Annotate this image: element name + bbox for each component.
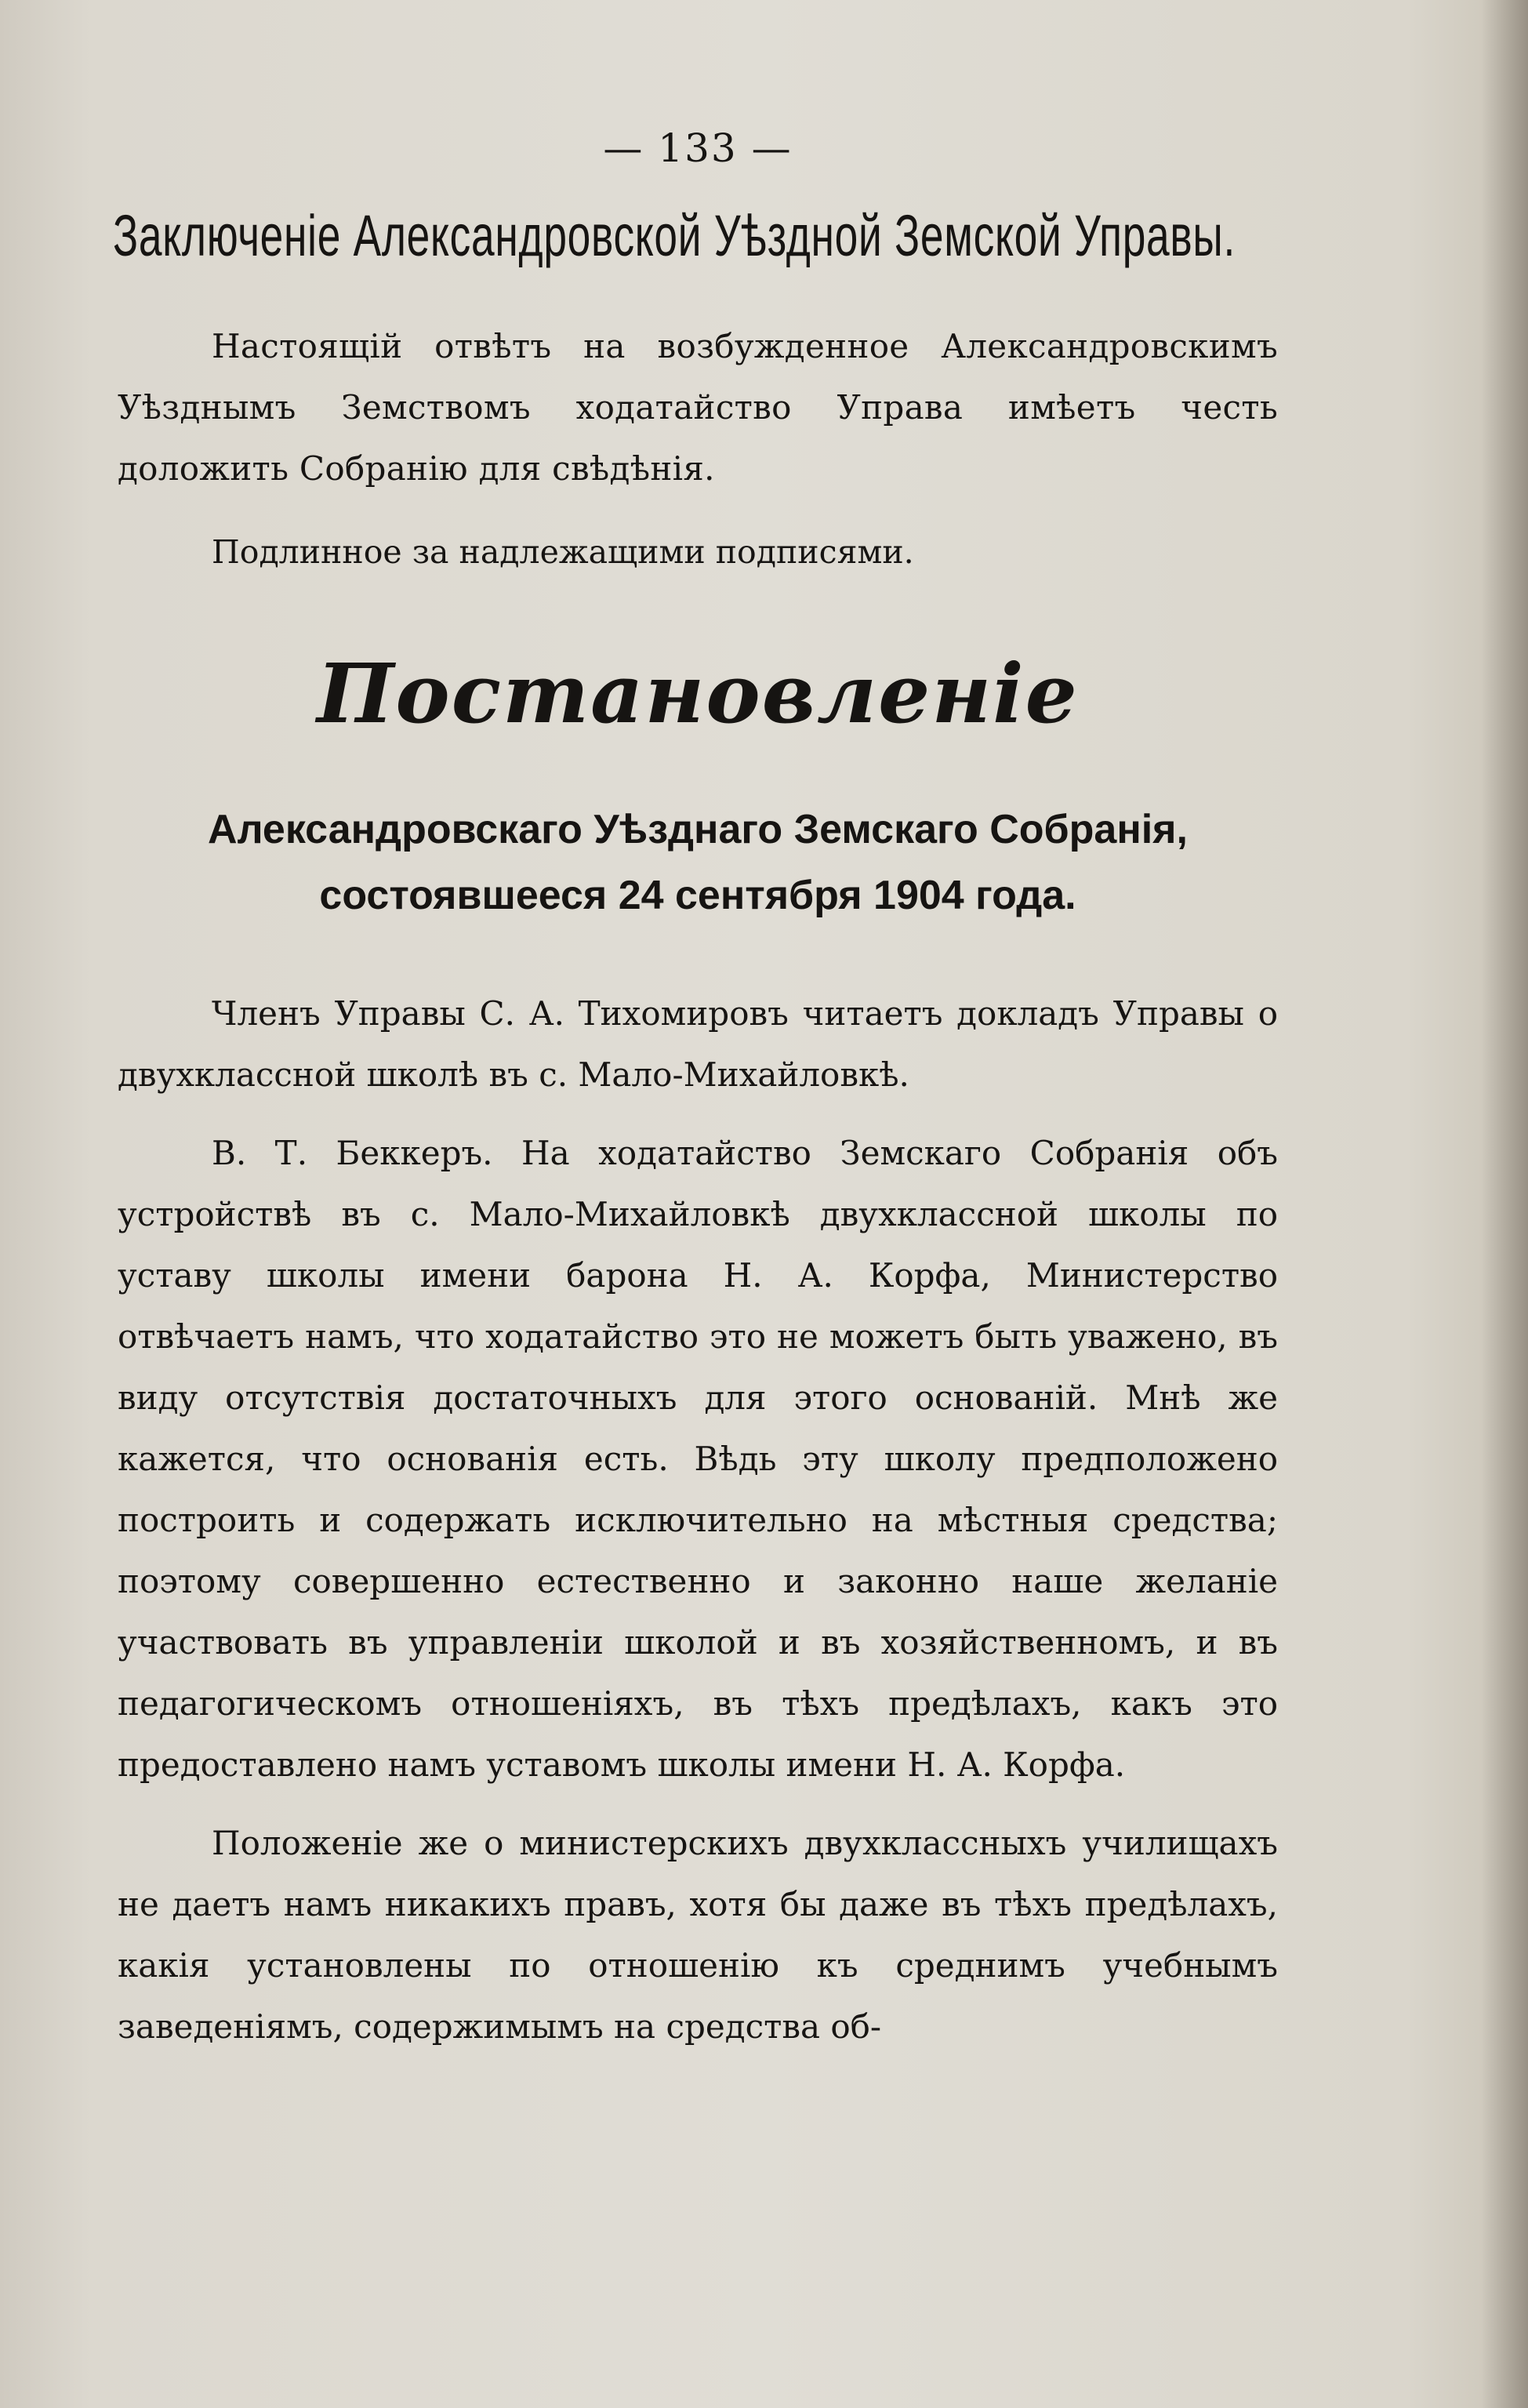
body-paragraph-2: В. Т. Беккеръ. На ходатайство Земскаго Собранія объ устройствѣ въ с. Мало-Михайловкѣ двухклассной школы по уставу школы имени барона Н. А. Корфа, Министерство отвѣчаетъ намъ, что ходатайство это не можетъ быть уважено, въ виду отсутствія достаточныхъ для этого основаній. Мнѣ же кажется, что основанія есть. Вѣдь эту школу предположено построить и содержать исключительно на мѣстныя средства; поэтому совершенно естественно и законно наше желаніе участвовать въ управленіи школой и въ хозяйственномъ, и въ педагогическомъ отношеніяхъ, въ тѣхъ предѣлахъ, какъ это предоставлено намъ уставомъ школы имени Н. А. Корфа. <box>118 1134 1278 1784</box>
decree-heading: Постановленіе <box>317 645 1079 742</box>
page-content <box>113 125 1278 2075</box>
signature-note: Подлинное за надлежащими подписями. <box>212 533 914 571</box>
assembly-heading-line-2: состоявшееся 24 сентября 1904 года. <box>319 873 1076 918</box>
assembly-heading <box>118 797 1278 928</box>
intro-paragraph: Настоящій отвѣтъ на возбужденное Александровскимъ Уѣзднымъ Земствомъ ходатайство Управа имѣетъ честь доложить Собранію для свѣдѣнія. <box>118 327 1278 488</box>
zemstvo-conclusion-title: Заключеніе Александровской Уѣздной Земской Управы. <box>113 203 1236 268</box>
body-paragraph-1: Членъ Управы С. А. Тихомировъ читаетъ докладъ Управы о двухклассной школѣ въ с. Мало-Михайловкѣ. <box>118 994 1278 1094</box>
page-edge-shadow <box>1481 0 1528 2408</box>
assembly-heading-line-1: Александровскаго Уѣзднаго Земскаго Собранія, <box>208 807 1188 852</box>
page-number: — 133 — <box>603 125 793 171</box>
body-paragraph-3: Положеніе же о министерскихъ двухклассныхъ училищахъ не даетъ намъ никакихъ правъ, хотя бы даже въ тѣхъ предѣлахъ, какія установлены по отношенію къ среднимъ учебнымъ заведеніямъ, содержимымъ на средства об- <box>118 1824 1278 2046</box>
